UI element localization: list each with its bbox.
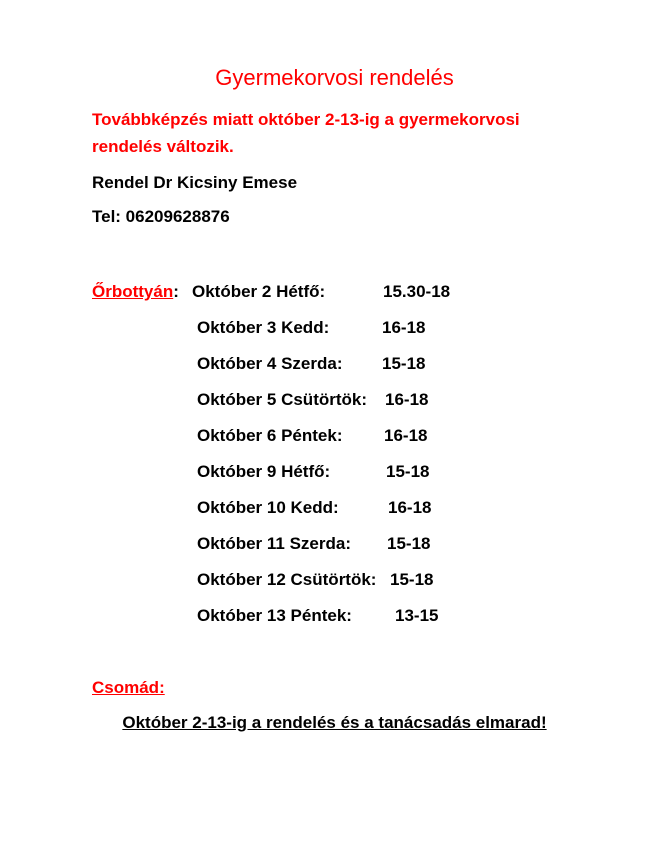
schedule-time: 13-15 [395, 606, 439, 625]
schedule-day: Október 2 Hétfő: [192, 282, 326, 301]
schedule-day: Október 12 Csütörtök: [197, 570, 377, 589]
schedule-block [92, 281, 562, 641]
schedule-time: 16-18 [385, 390, 429, 409]
location-name: Őrbottyán [92, 282, 174, 301]
schedule-time: 15-18 [382, 354, 426, 373]
schedule-day: Október 13 Péntek: [197, 606, 352, 625]
schedule-day: Október 4 Szerda: [197, 354, 343, 373]
second-location-label: Csomád: [92, 678, 165, 697]
schedule-time: 16-18 [382, 318, 426, 337]
cancellation-notice: Október 2-13-ig a rendelés és a tanácsadás elmarad! [122, 713, 547, 732]
doctor-name: Rendel Dr Kicsiny Emese [92, 173, 298, 192]
schedule-day: Október 3 Kedd: [197, 318, 330, 337]
schedule-time: 15-18 [386, 462, 430, 481]
location-label [92, 281, 179, 303]
page-title: Gyermekorvosi rendelés [215, 65, 454, 90]
schedule-time: 16-18 [384, 426, 428, 445]
location-separator: : [173, 282, 179, 301]
schedule-day: Október 5 Csütörtök: [197, 390, 368, 409]
schedule-day: Október 9 Hétfő: [197, 462, 331, 481]
schedule-day: Október 6 Péntek: [197, 426, 343, 445]
schedule-day: Október 11 Szerda: [197, 534, 352, 553]
schedule-time: 15-18 [390, 570, 434, 589]
schedule-time: 16-18 [388, 498, 432, 517]
schedule-time: 15-18 [387, 534, 431, 553]
schedule-time: 15.30-18 [383, 282, 451, 301]
schedule-day: Október 10 Kedd: [197, 498, 339, 517]
notice-text: Továbbképzés miatt október 2-13-ig a gyermekorvosi rendelés változik. [92, 110, 520, 156]
phone-number: Tel: 06209628876 [92, 207, 230, 226]
